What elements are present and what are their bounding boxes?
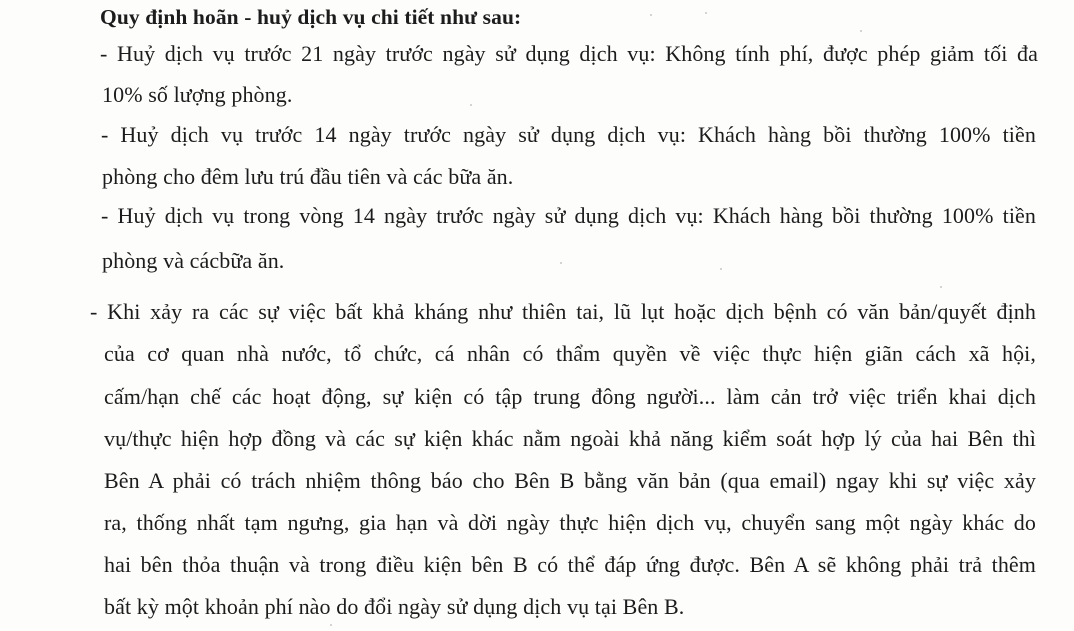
paragraph-line: - Huỷ dịch vụ trước 21 ngày trước ngày sử dụng dịch vụ: Không tính phí, được phép giảm tối đa <box>100 41 1038 66</box>
paragraph-line: - Huỷ dịch vụ trước 14 ngày trước ngày sử dụng dịch vụ: Khách hàng bồi thường 100% tiền <box>101 122 1036 147</box>
paragraph-line: hai bên thỏa thuận và trong điều kiện bên B có thể đáp ứng được. Bên A sẽ không phải trả thêm <box>104 552 1036 577</box>
scan-speck <box>940 286 942 288</box>
scan-speck <box>650 14 652 16</box>
scan-speck <box>560 262 562 264</box>
paragraph-line: bất kỳ một khoản phí nào do đổi ngày sử dụng dịch vụ tại Bên B. <box>104 594 685 619</box>
paragraph-line: của cơ quan nhà nước, tổ chức, cá nhân có thẩm quyền về việc thực hiện giãn cách xã hội, <box>104 341 1036 366</box>
paragraph-line: ra, thống nhất tạm ngưng, gia hạn và dời ngày thực hiện dịch vụ, chuyển sang một ngày khác do <box>104 510 1036 535</box>
scan-speck <box>860 30 862 32</box>
paragraph-line: vụ/thực hiện hợp đồng và các sự kiện khác nằm ngoài khả năng kiểm soát hợp lý của hai Bên thì <box>104 426 1036 451</box>
section-heading: Quy định hoãn - huỷ dịch vụ chi tiết như sau: <box>100 5 522 29</box>
paragraph-line: Bên A phải có trách nhiệm thông báo cho Bên B bằng văn bản (qua email) ngay khi sự việc xảy <box>104 468 1036 493</box>
paragraph-line: phòng cho đêm lưu trú đầu tiên và các bữa ăn. <box>102 164 514 189</box>
scan-speck <box>330 624 332 626</box>
paragraph-line: - Huỷ dịch vụ trong vòng 14 ngày trước ngày sử dụng dịch vụ: Khách hàng bồi thường 100% tiền <box>101 203 1036 228</box>
scan-speck <box>470 104 472 106</box>
paragraph-line: cấm/hạn chế các hoạt động, sự kiện có tập trung đông người... làm cản trở việc triển khai dịch <box>104 384 1036 409</box>
paragraph-line: - Khi xảy ra các sự việc bất khả kháng như thiên tai, lũ lụt hoặc dịch bệnh có văn bản/quyết định <box>90 299 1036 324</box>
scan-speck <box>705 12 707 14</box>
paragraph-line: 10% số lượng phòng. <box>102 82 293 107</box>
scan-speck <box>720 268 722 270</box>
paragraph-line: phòng và cácbữa ăn. <box>102 248 285 273</box>
